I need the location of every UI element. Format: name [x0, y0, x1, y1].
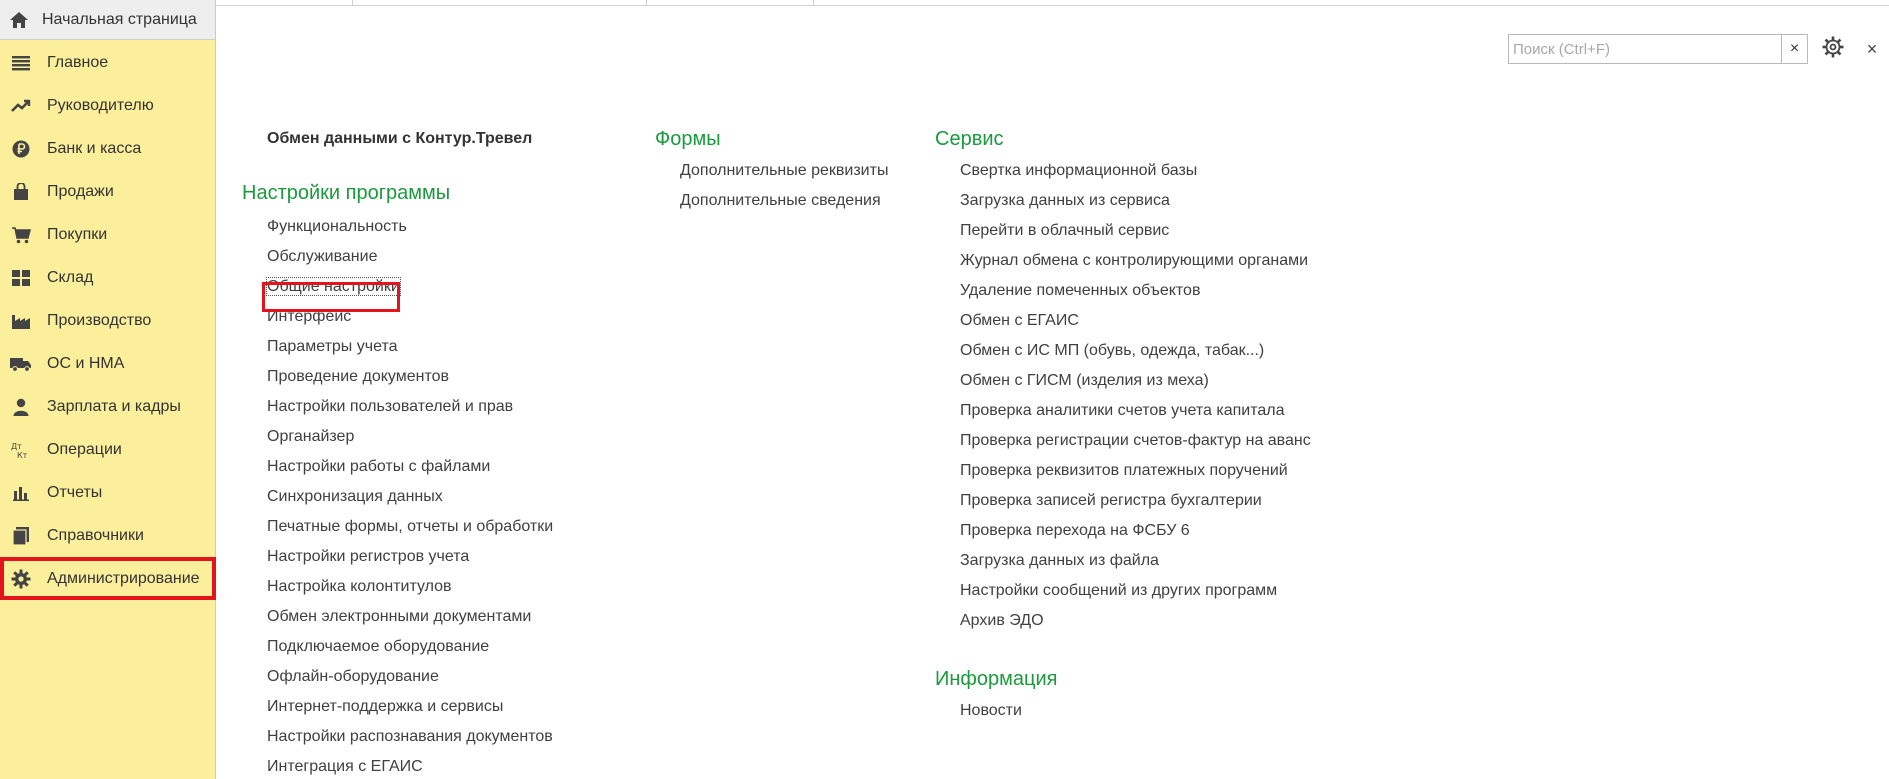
program-settings-link-label: Печатные формы, отчеты и обработки	[267, 518, 554, 535]
service-link-label: Обмен с ЕГАИС	[960, 312, 1079, 329]
program-settings-link-label: Общие настройки	[267, 278, 400, 295]
settings-column	[242, 128, 602, 779]
search-clear-button[interactable]: ×	[1781, 35, 1807, 63]
sidebar-item-label: Главное	[47, 53, 109, 71]
program-settings-link[interactable]	[267, 482, 602, 512]
sidebar	[0, 0, 216, 779]
sidebar-item-sales[interactable]	[0, 170, 216, 213]
search-box	[1508, 34, 1808, 64]
program-settings-link-label: Параметры учета	[267, 338, 398, 355]
program-settings-link[interactable]	[267, 332, 602, 362]
sidebar-item-operations[interactable]	[0, 428, 216, 471]
program-settings-link-label: Настройки распознавания документов	[267, 728, 553, 745]
service-column	[935, 126, 1355, 726]
forms-link[interactable]	[680, 156, 915, 186]
truck-icon	[10, 353, 32, 375]
books-icon	[10, 525, 32, 547]
program-settings-link-label: Интеграция с ЕГАИС	[267, 758, 423, 775]
gear-icon	[1822, 36, 1844, 63]
program-settings-link[interactable]	[267, 632, 602, 662]
program-settings-link[interactable]	[267, 722, 602, 752]
service-link[interactable]	[960, 516, 1355, 546]
bar-chart-icon	[10, 482, 32, 504]
section-heading-information: Информация	[935, 668, 1058, 690]
service-link[interactable]	[960, 186, 1355, 216]
close-button[interactable]: ×	[1866, 38, 1878, 59]
service-link[interactable]	[960, 396, 1355, 426]
information-link-label: Новости	[960, 702, 1022, 719]
svg-text:Дт: Дт	[11, 441, 22, 451]
cart-icon	[10, 224, 32, 246]
program-settings-link-label: Настройки регистров учета	[267, 548, 470, 565]
program-settings-link-label: Обмен электронными документами	[267, 608, 532, 625]
sidebar-item-assets[interactable]	[0, 342, 216, 385]
sidebar-item-manager[interactable]	[0, 84, 216, 127]
warehouse-grid-icon	[10, 267, 32, 289]
program-settings-link-label: Проведение документов	[267, 368, 450, 385]
program-settings-link-label: Подключаемое оборудование	[267, 638, 490, 655]
section-heading-service: Сервис	[935, 128, 1004, 150]
service-link-label: Проверка регистрации счетов-фактур на аванс	[960, 432, 1311, 449]
sidebar-item-main[interactable]	[0, 41, 216, 84]
tab-separator	[352, 0, 353, 6]
service-link[interactable]	[960, 216, 1355, 246]
program-settings-link-label: Офлайн-оборудование	[267, 668, 439, 685]
trend-chart-icon	[10, 95, 32, 117]
sidebar-item-label: Отчеты	[47, 483, 103, 501]
section-heading-forms: Формы	[655, 128, 721, 150]
sidebar-home-label: Начальная страница	[42, 10, 197, 28]
sidebar-item-label: Банк и касса	[47, 139, 142, 157]
program-settings-link-label: Настройки работы с файлами	[267, 458, 491, 475]
search-input[interactable]	[1509, 35, 1781, 63]
service-link-label: Загрузка данных из сервиса	[960, 192, 1170, 209]
program-settings-link-label: Настройка колонтитулов	[267, 578, 452, 595]
forms-link-label: Дополнительные сведения	[680, 192, 881, 209]
section-heading-program-settings: Настройки программы	[242, 182, 451, 204]
ruble-coin-icon	[10, 138, 32, 160]
program-settings-link[interactable]	[267, 242, 602, 272]
sidebar-item-label: ОС и НМА	[47, 354, 125, 372]
debit-credit-icon	[10, 439, 32, 461]
sidebar-item-catalogs[interactable]	[0, 514, 216, 557]
service-link[interactable]	[960, 246, 1355, 276]
service-link-label: Обмен с ГИСМ (изделия из меха)	[960, 372, 1209, 389]
information-link[interactable]	[960, 696, 1355, 726]
program-settings-link-label: Обслуживание	[267, 248, 378, 265]
service-link[interactable]	[960, 426, 1355, 456]
program-settings-link-label: Интерфейс	[267, 308, 352, 325]
sidebar-item-administration[interactable]	[0, 557, 216, 600]
sidebar-item-label: Продажи	[47, 182, 114, 200]
service-link[interactable]	[960, 336, 1355, 366]
tab-separator	[813, 0, 814, 6]
gear-icon	[10, 568, 32, 590]
program-settings-link[interactable]	[267, 572, 602, 602]
forms-list	[655, 156, 915, 216]
program-settings-link-label: Синхронизация данных	[267, 488, 443, 505]
sidebar-item-label: Зарплата и кадры	[47, 397, 181, 415]
program-settings-link[interactable]	[267, 542, 602, 572]
sidebar-item-label: Склад	[47, 268, 94, 286]
service-link[interactable]	[960, 606, 1355, 636]
service-link[interactable]	[960, 276, 1355, 306]
program-settings-link[interactable]	[267, 212, 602, 242]
sidebar-item-label: Операции	[47, 440, 122, 458]
service-link[interactable]	[960, 576, 1355, 606]
service-link-label: Загрузка данных из файла	[960, 552, 1159, 569]
open-tabs-strip	[216, 0, 1889, 6]
service-link-label: Проверка реквизитов платежных поручений	[960, 462, 1288, 479]
service-link-label: Проверка аналитики счетов учета капитала	[960, 402, 1285, 419]
program-settings-link[interactable]	[267, 392, 602, 422]
program-settings-link-label: Настройки пользователей и прав	[267, 398, 514, 415]
tab-separator	[646, 0, 647, 6]
service-link[interactable]	[960, 366, 1355, 396]
service-link[interactable]	[960, 546, 1355, 576]
service-link-label: Обмен с ИС МП (обувь, одежда, табак...)	[960, 342, 1265, 359]
sidebar-item-reports[interactable]	[0, 471, 216, 514]
service-link-label: Удаление помеченных объектов	[960, 282, 1201, 299]
menu-lines-icon	[10, 52, 32, 74]
program-settings-link[interactable]	[267, 692, 602, 722]
service-link-label: Свертка информационной базы	[960, 162, 1198, 179]
svg-text:Кт: Кт	[17, 450, 28, 460]
sidebar-item-warehouse[interactable]	[0, 256, 216, 299]
service-link-label: Архив ЭДО	[960, 612, 1044, 629]
sidebar-home[interactable]	[0, 0, 215, 40]
program-settings-link[interactable]	[267, 662, 602, 692]
factory-icon	[10, 310, 32, 332]
shopping-bag-icon	[10, 181, 32, 203]
annotation-highlight-box	[262, 282, 400, 312]
sidebar-item-production[interactable]	[0, 299, 216, 342]
forms-link-label: Дополнительные реквизиты	[680, 162, 889, 179]
service-link-label: Журнал обмена с контролирующими органами	[960, 252, 1309, 269]
information-list	[935, 696, 1355, 726]
service-link[interactable]	[960, 306, 1355, 336]
sidebar-item-label: Руководителю	[47, 96, 154, 114]
service-link[interactable]	[960, 486, 1355, 516]
service-link-label: Перейти в облачный сервис	[960, 222, 1170, 239]
program-settings-link[interactable]	[267, 752, 602, 779]
program-settings-link-label: Интернет-поддержка и сервисы	[267, 698, 504, 715]
service-link-label: Проверка перехода на ФСБУ 6	[960, 522, 1190, 539]
program-settings-link[interactable]	[267, 512, 602, 542]
service-link[interactable]	[960, 456, 1355, 486]
service-link-label: Настройки сообщений из других программ	[960, 582, 1278, 599]
program-settings-link-label: Функциональность	[267, 218, 407, 235]
program-settings-link[interactable]	[267, 422, 602, 452]
sidebar-item-label: Производство	[47, 311, 152, 329]
program-settings-link-label: Органайзер	[267, 428, 355, 445]
home-icon	[8, 9, 30, 31]
sidebar-item-label: Справочники	[47, 526, 144, 544]
sidebar-item-label: Администрирование	[47, 569, 200, 587]
service-link[interactable]	[960, 156, 1355, 186]
settings-button[interactable]	[1820, 36, 1846, 62]
program-settings-link[interactable]	[267, 602, 602, 632]
program-settings-link[interactable]	[267, 362, 602, 392]
sidebar-item-payroll[interactable]	[0, 385, 216, 428]
sidebar-item-bank[interactable]	[0, 127, 216, 170]
service-list	[935, 156, 1355, 636]
program-settings-link[interactable]	[267, 452, 602, 482]
sidebar-item-purchases[interactable]	[0, 213, 216, 256]
person-icon	[10, 396, 32, 418]
forms-link[interactable]	[680, 186, 915, 216]
service-link-label: Проверка записей регистра бухгалтерии	[960, 492, 1262, 509]
forms-column	[655, 126, 915, 216]
sidebar-item-label: Покупки	[47, 225, 108, 243]
kontur-travel-exchange-link[interactable]: Обмен данными с Контур.Тревел	[267, 130, 533, 147]
